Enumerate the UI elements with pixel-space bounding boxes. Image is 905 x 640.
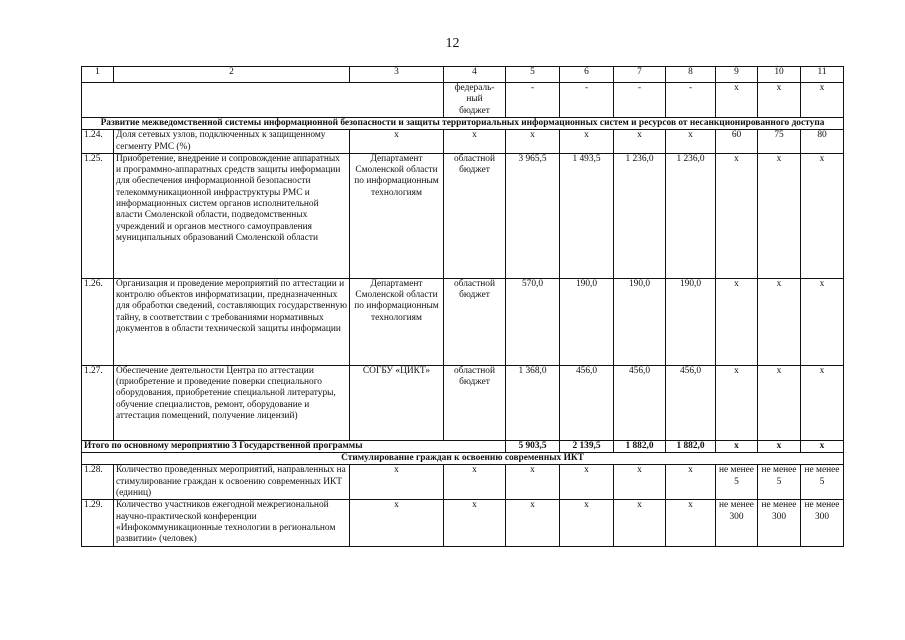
value-cell: x (614, 465, 666, 500)
value-cell: 456,0 (666, 365, 716, 440)
header-cell: 6 (560, 67, 614, 83)
value-cell: не менее 300 (716, 500, 758, 547)
executor: Департамент Смоленской области по информационным технологиям (350, 153, 444, 278)
page-number: 12 (445, 36, 460, 51)
row-number: 1.25. (82, 153, 114, 278)
value-cell: x (506, 500, 560, 547)
funding-source: x (444, 465, 506, 500)
value-cell: x (614, 500, 666, 547)
value-cell: x (506, 465, 560, 500)
value-cell: x (716, 83, 758, 118)
federal-budget-row (82, 83, 844, 118)
executor: x (350, 465, 444, 500)
value-cell: x (666, 500, 716, 547)
value-cell: 1 882,0 (666, 440, 716, 452)
row-name: Доля сетевых узлов, подключенных к защищенному сегменту РМС (%) (114, 130, 350, 154)
row-name: Организация и проведение мероприятий по аттестации и контролю объектов информатизации, предназначенных для обработки сведений, составляющих государственную тайну, в соответствии с требованиями нормативных документов в области технической защиты информации (114, 278, 350, 365)
value-cell: 570,0 (506, 278, 560, 365)
table-row (82, 500, 844, 547)
header-cell: 7 (614, 67, 666, 83)
row-number: 1.29. (82, 500, 114, 547)
value-cell: 456,0 (560, 365, 614, 440)
value-cell: не менее 300 (801, 500, 844, 547)
value-cell: x (758, 83, 801, 118)
value-cell: 1 368,0 (506, 365, 560, 440)
value-cell: 5 903,5 (506, 440, 560, 452)
value-cell: 60 (716, 130, 758, 154)
funding-source: x (444, 500, 506, 547)
empty-cell (82, 83, 444, 118)
header-cell: 8 (666, 67, 716, 83)
table-row (82, 278, 844, 365)
header-cell: 10 (758, 67, 801, 83)
row-number: 1.28. (82, 465, 114, 500)
funding-source: x (444, 130, 506, 154)
value-cell: x (716, 365, 758, 440)
header-cell: 2 (114, 67, 350, 83)
executor: x (350, 130, 444, 154)
value-cell: 190,0 (666, 278, 716, 365)
value-cell: x (801, 440, 844, 452)
table-row (82, 465, 844, 500)
value-cell: 456,0 (614, 365, 666, 440)
total-row (82, 440, 844, 452)
value-cell: x (758, 365, 801, 440)
total-label: Итого по основному мероприятию 3 Государственной программы (82, 440, 506, 452)
value-cell: x (801, 83, 844, 118)
row-number: 1.26. (82, 278, 114, 365)
value-cell: - (614, 83, 666, 118)
table-row (82, 365, 844, 440)
header-cell: 11 (801, 67, 844, 83)
value-cell: 80 (801, 130, 844, 154)
value-cell: 75 (758, 130, 801, 154)
header-row (82, 67, 844, 83)
value-cell: x (716, 278, 758, 365)
row-name: Приобретение, внедрение и сопровождение аппаратных и программно-аппаратных средств защиты информации для обеспечения информационной безопасности телекоммуникационной инфраструктуры РМС и информационных систем органов исполнительной власти Смоленской области, подведомственных учреждений и органов местного самоуправления муниципальных образований Смоленской области (114, 153, 350, 278)
value-cell: 1 236,0 (666, 153, 716, 278)
value-cell: - (560, 83, 614, 118)
value-cell: не менее 300 (758, 500, 801, 547)
executor: СОГБУ «ЦИКТ» (350, 365, 444, 440)
funding-source: областной бюджет (444, 153, 506, 278)
value-cell: 1 493,5 (560, 153, 614, 278)
table-row (82, 153, 844, 278)
row-number: 1.27. (82, 365, 114, 440)
executor: Департамент Смоленской области по информационным технологиям (350, 278, 444, 365)
row-name: Количество проведенных мероприятий, направленных на стимулирование граждан к освоению современных ИКТ (единиц) (114, 465, 350, 500)
value-cell: x (506, 130, 560, 154)
value-cell: не менее 5 (716, 465, 758, 500)
table-row (82, 130, 844, 154)
header-cell: 1 (82, 67, 114, 83)
value-cell: - (506, 83, 560, 118)
value-cell: x (758, 153, 801, 278)
value-cell: x (666, 465, 716, 500)
section-title-row (82, 453, 844, 465)
header-cell: 9 (716, 67, 758, 83)
value-cell: 3 965,5 (506, 153, 560, 278)
value-cell: x (801, 365, 844, 440)
value-cell: x (801, 278, 844, 365)
row-number: 1.24. (82, 130, 114, 154)
row-name: Количество участников ежегодной межрегиональной научно-практической конференции «Инфокоммуникационные технологии в региональном развитии» (человек) (114, 500, 350, 547)
section-title-row (82, 118, 844, 130)
funding-source: областной бюджет (444, 278, 506, 365)
value-cell: x (560, 130, 614, 154)
value-cell: x (560, 465, 614, 500)
value-cell: 190,0 (614, 278, 666, 365)
section-title: Стимулирование граждан к освоению современных ИКТ (82, 453, 844, 465)
header-cell: 5 (506, 67, 560, 83)
value-cell: не менее 5 (801, 465, 844, 500)
value-cell: x (716, 153, 758, 278)
value-cell: 1 236,0 (614, 153, 666, 278)
funding-source: федераль- ный бюджет (444, 83, 506, 118)
header-cell: 4 (444, 67, 506, 83)
row-name: Обеспечение деятельности Центра по аттестации (приобретение и проведение поверки специального оборудования, приобретение специальной литературы, обучение специалистов, ремонт, оборудование и аттестация помещений, получение лицензий) (114, 365, 350, 440)
value-cell: не менее 5 (758, 465, 801, 500)
value-cell: 1 882,0 (614, 440, 666, 452)
section-title: Развитие межведомственной системы информационной безопасности и защиты территориальных информационных систем и ресурсов от несанкционированного доступа (82, 118, 844, 130)
value-cell: x (560, 500, 614, 547)
funding-source: областной бюджет (444, 365, 506, 440)
value-cell: x (758, 440, 801, 452)
header-cell: 3 (350, 67, 444, 83)
value-cell: x (666, 130, 716, 154)
value-cell: 2 139,5 (560, 440, 614, 452)
value-cell: x (801, 153, 844, 278)
executor: x (350, 500, 444, 547)
value-cell: 190,0 (560, 278, 614, 365)
value-cell: x (716, 440, 758, 452)
value-cell: x (614, 130, 666, 154)
value-cell: x (758, 278, 801, 365)
value-cell: - (666, 83, 716, 118)
program-table (81, 66, 844, 547)
